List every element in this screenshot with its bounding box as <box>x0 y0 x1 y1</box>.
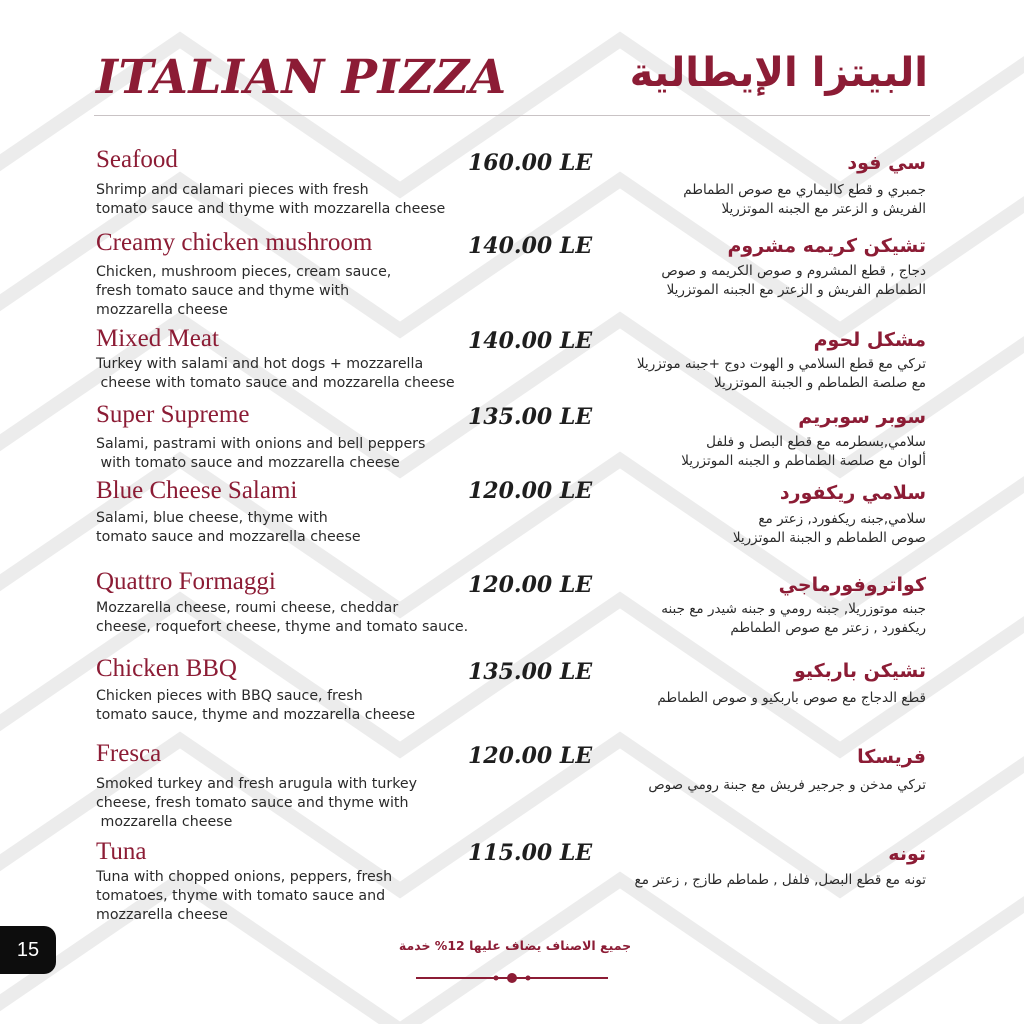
divider-ornament-icon <box>412 970 612 986</box>
menu-item-name-arabic: تشيكن كريمه مشروم <box>727 235 926 257</box>
menu-item-name-arabic: سوبر سوبريم <box>798 406 926 428</box>
menu-item-name-arabic: كواتروفورماجي <box>778 574 926 596</box>
menu-item-name: Seafood <box>96 146 178 173</box>
menu-item-price: 160.00 LE <box>468 150 593 176</box>
menu-item-name: Fresca <box>96 740 162 767</box>
menu-item-name-arabic: تشيكن باربكيو <box>793 660 926 682</box>
menu-item-description: Chicken pieces with BBQ sauce, fresh tomato sauce, thyme and mozzarella cheese <box>96 688 416 723</box>
menu-item-price: 120.00 LE <box>468 743 593 769</box>
menu-item-description-arabic: تركي مع قطع السلامي و الهوت دوج +جبنه موتزريلا مع صلصة الطماطم و الجبنة الموتزريلا <box>636 356 926 391</box>
menu-item-description: Smoked turkey and fresh arugula with turkey cheese, fresh tomato sauce and thyme with mozzarella cheese <box>96 776 418 830</box>
menu-item-description-arabic: تركي مدخن و جرجير فريش مع جبنة رومي صوص <box>648 777 926 793</box>
menu-item-description-arabic: سلامي,جبنه ريكفورد, زعتر مع صوص الطماطم و الجبنة الموتزريلا <box>732 511 926 546</box>
menu-item-name: Creamy chicken mushroom <box>96 229 373 256</box>
menu-item-name-arabic: مشكل لحوم <box>813 329 926 351</box>
page-title-english: ITALIAN PIZZA <box>96 50 507 105</box>
menu-item-name: Super Supreme <box>96 401 250 428</box>
menu-item-price: 120.00 LE <box>468 478 593 504</box>
page-title-arabic: البيتزا الإيطالية <box>629 50 928 96</box>
menu-item-price: 120.00 LE <box>468 572 593 598</box>
menu-item-description: Salami, blue cheese, thyme with tomato sauce and mozzarella cheese <box>96 510 361 545</box>
menu-item-name: Tuna <box>96 838 147 865</box>
menu-item-name: Mixed Meat <box>96 325 219 352</box>
menu-item-description: Mozzarella cheese, roumi cheese, cheddar cheese, roquefort cheese, thyme and tomato sauce. <box>96 600 469 635</box>
menu-item-price: 135.00 LE <box>468 404 593 430</box>
menu-item-description-arabic: جمبري و قطع كاليماري مع صوص الطماطم الفريش و الزعتر مع الجبنه الموتزريلا <box>683 182 926 217</box>
menu-item-name-arabic: فريسكا <box>857 746 926 768</box>
menu-item-description: Tuna with chopped onions, peppers, fresh tomatoes, thyme with tomato sauce and mozzarella cheese <box>96 869 393 923</box>
menu-item-price: 140.00 LE <box>468 233 593 259</box>
service-charge-note: جميع الاصناف يضاف عليها 12% خدمة <box>398 938 632 953</box>
menu-item-description-arabic: قطع الدجاج مع صوص باربكيو و صوص الطماطم <box>657 690 926 706</box>
menu-item-description: Shrimp and calamari pieces with fresh tomato sauce and thyme with mozzarella cheese <box>96 182 446 217</box>
menu-item-name-arabic: سلامي ريكفورد <box>779 482 926 504</box>
menu-item-description: Chicken, mushroom pieces, cream sauce, fresh tomato sauce and thyme with mozzarella cheese <box>96 264 392 318</box>
menu-item-description: Salami, pastrami with onions and bell peppers with tomato sauce and mozzarella cheese <box>96 436 426 471</box>
page-number-badge <box>0 926 56 974</box>
menu-item-description-arabic: دجاج , قطع المشروم و صوص الكريمه و صوص الطماطم الفريش و الزعتر مع الجبنه الموتزريلا <box>661 263 926 298</box>
menu-item-description-arabic: جبنه موتوزريلا, جبنه رومي و جبنه شيدر مع جبنه ريكفورد , زعتر مع صوص الطماطم <box>661 601 926 636</box>
page-number: 15 <box>16 939 40 961</box>
menu-item-price: 135.00 LE <box>468 659 593 685</box>
menu-item-price: 115.00 LE <box>468 840 593 866</box>
menu-item-description-arabic: تونه مع قطع البصل, فلفل , طماطم طازج , زعتر مع <box>634 872 926 888</box>
menu-item-name: Chicken BBQ <box>96 655 237 682</box>
menu-item-name: Blue Cheese Salami <box>96 477 298 504</box>
menu-item-name-arabic: تونه <box>888 843 926 865</box>
menu-item-name-arabic: سي فود <box>847 152 926 174</box>
menu-item-price: 140.00 LE <box>468 328 593 354</box>
menu-item-description-arabic: سلامي,بسطرمه مع قطع البصل و فلفل ألوان مع صلصة الطماطم و الجبنه الموتزريلا <box>681 434 926 469</box>
header-divider <box>94 115 930 116</box>
menu-item-name: Quattro Formaggi <box>96 568 276 595</box>
menu-item-description: Turkey with salami and hot dogs + mozzarella cheese with tomato sauce and mozzarella cheese <box>96 356 455 391</box>
